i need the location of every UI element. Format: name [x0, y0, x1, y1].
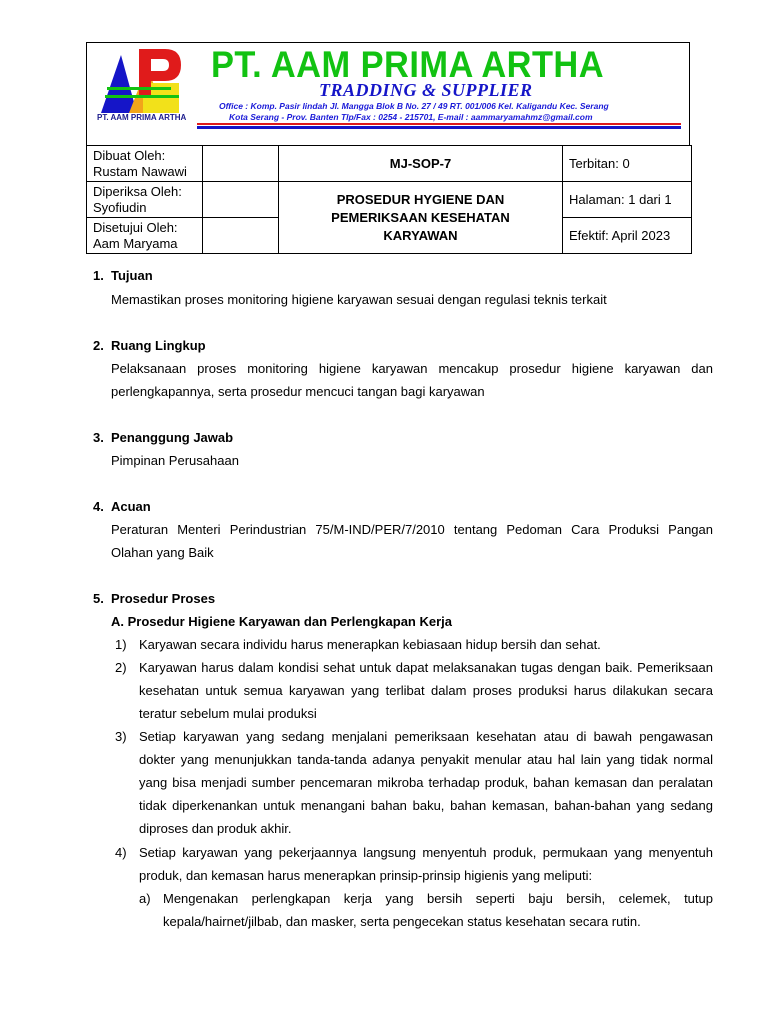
list-item: Karyawan secara individu harus menerapkan kebiasaan hidup bersih dan sehat. [139, 637, 601, 652]
logo-green-stripe [105, 95, 179, 98]
checked-by-label: Diperiksa Oleh: [93, 183, 182, 199]
company-name: PT. AAM PRIMA ARTHA [211, 44, 605, 85]
company-address: Office : Komp. Pasir lindah Jl. Mangga Blok B No. 27 / 49 RT. 001/006 Kel. Kaligandu Kec. Serang [219, 101, 609, 111]
sub-list-item-number: a) [139, 891, 151, 906]
logo-caption: PT. AAM PRIMA ARTHA [97, 113, 187, 122]
prepared-by-cell [87, 146, 203, 182]
section-title: Penanggung Jawab [111, 430, 234, 445]
list-item-number: 3) [115, 729, 127, 744]
checked-by-name: Syofiudin [93, 199, 147, 215]
list-item: Karyawan harus dalam kondisi sehat untuk dapat melaksanakan tugas dengan baik. Pemeriksaan kesehatan untuk semua karyawan yang terlibat dalam proses produksi harus dilakukan secara teratur sebelum mulai produksi [139, 660, 713, 721]
subsection-heading: A. Prosedur Higiene Karyawan dan Perlengkapan Kerja [111, 614, 453, 629]
signature-cell [203, 182, 279, 218]
page-number: Halaman: 1 dari 1 [563, 182, 692, 218]
prepared-by-name: Rustam Nawawi [93, 163, 187, 179]
section-number: 1. [93, 268, 104, 283]
document-title [279, 182, 563, 254]
section-heading [93, 338, 206, 353]
letterhead [86, 42, 690, 146]
list-item-number: 4) [115, 845, 127, 860]
section-number: 4. [93, 499, 104, 514]
approved-by-name: Aam Maryama [93, 235, 178, 251]
header-divider-red [197, 123, 681, 125]
section-heading [93, 268, 153, 283]
checked-by-cell [87, 182, 203, 218]
section-heading [93, 499, 151, 514]
sub-list-item: Mengenakan perlengkapan kerja yang bersih seperti baju bersih, celemek, tutup kepala/hairnet/jilbab, dan masker, serta pengecekan status kesehatan secara rutin. [163, 891, 713, 929]
section-title: Tujuan [111, 268, 153, 283]
issue-number: Terbitan: 0 [563, 146, 692, 182]
section-heading [93, 430, 233, 445]
section-heading [93, 591, 215, 606]
company-contact: Kota Serang - Prov. Banten Tlp/Fax : 0254 - 215701, E-mail : aammaryamahmz@gmail.com [229, 112, 593, 122]
document-code: MJ-SOP-7 [279, 146, 563, 182]
prepared-by-label: Dibuat Oleh: [93, 147, 166, 163]
section-title: Acuan [111, 499, 151, 514]
approved-by-label: Disetujui Oleh: [93, 219, 178, 235]
list-item-number: 2) [115, 660, 127, 675]
effective-date: Efektif: April 2023 [563, 218, 692, 254]
section-number: 3. [93, 430, 104, 445]
signature-cell [203, 146, 279, 182]
list-item: Setiap karyawan yang pekerjaannya langsung menyentuh produk, permukaan yang menyentuh produk, dan kemasan harus menerapkan prinsip-prinsip higienis yang meliputi: [139, 845, 713, 883]
approved-by-cell [87, 218, 203, 254]
company-subtitle: TRADDING & SUPPLIER [319, 80, 533, 100]
section-number: 2. [93, 338, 104, 353]
section-text: Pimpinan Perusahaan [111, 453, 239, 468]
section-text: Pelaksanaan proses monitoring higiene karyawan mencakup prosedur higiene karyawan dan perlengkapannya, serta prosedur mencuci tangan bagi karyawan [111, 361, 713, 399]
logo-blue-triangle [101, 55, 137, 113]
document-title-text: PROSEDUR HYGIENE DAN PEMERIKSAAN KESEHATAN KARYAWAN [331, 191, 510, 243]
logo-green-stripe [107, 87, 171, 90]
section-title: Ruang Lingkup [111, 338, 206, 353]
list-item-number: 1) [115, 637, 127, 652]
header-divider-blue [197, 126, 681, 129]
section-number: 5. [93, 591, 104, 606]
document-control-table [86, 145, 692, 254]
list-item: Setiap karyawan yang sedang menjalani pemeriksaan kesehatan atau di bawah pengawasan dokter yang menunjukkan tanda-tanda adanya penyakit menular atau hal lain yang tidak normal yang bisa menjadi sumber pencemaran mikroba terhadap produk, bahan kemasan dan peralatan tidak diperkenankan untuk menangani bahan baku, bahan kemasan, bahan-bahan yang sedang diproses dan produk akhir. [139, 729, 713, 836]
section-text: Memastikan proses monitoring higiene karyawan sesuai dengan regulasi teknis terkait [111, 292, 607, 307]
section-title: Prosedur Proses [111, 591, 216, 606]
section-text: Peraturan Menteri Perindustrian 75/M-IND/PER/7/2010 tentang Pedoman Cara Produksi Pangan Olahan yang Baik [111, 522, 713, 560]
signature-cell [203, 218, 279, 254]
